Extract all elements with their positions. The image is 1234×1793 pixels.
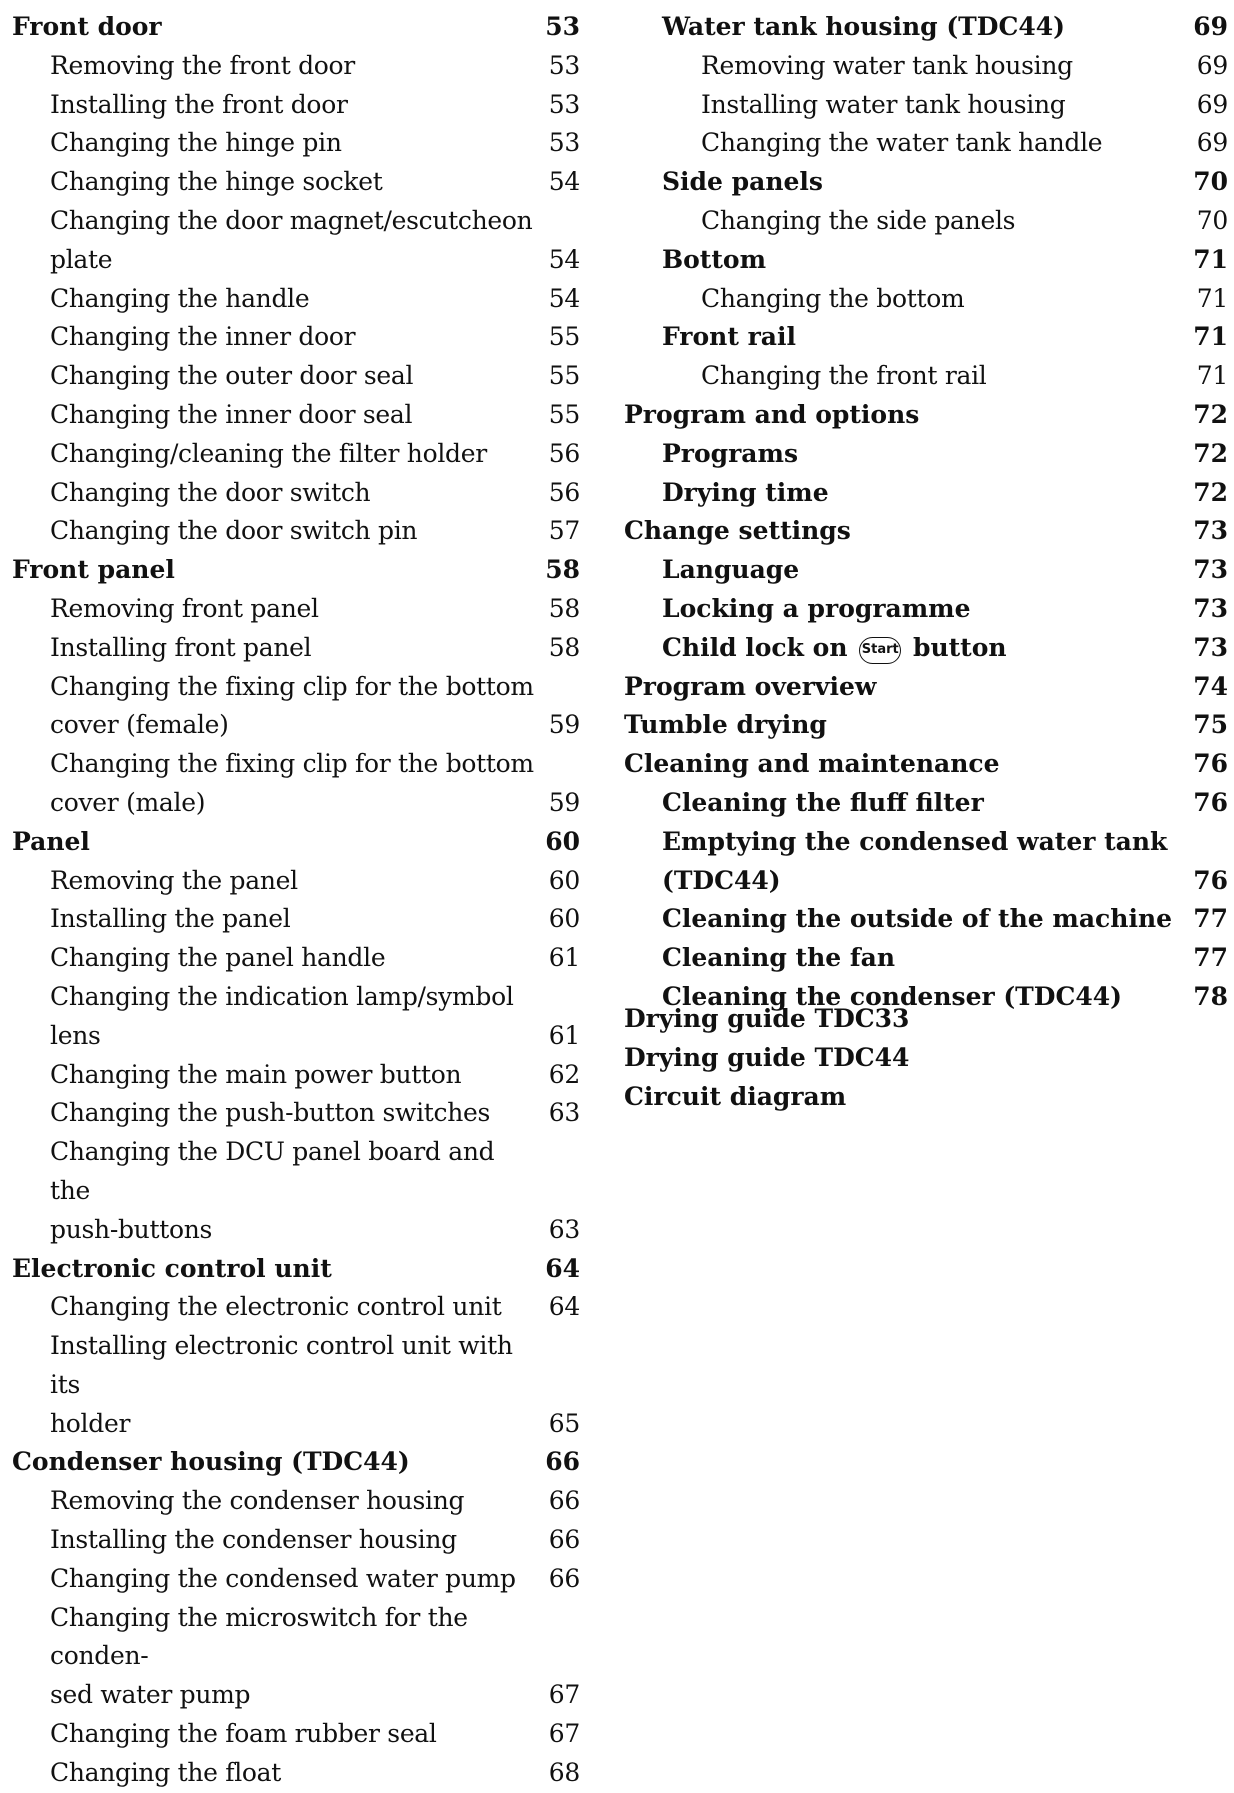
toc-subsection-entry <box>12 978 580 1017</box>
toc-page-number: 72 <box>1193 477 1228 507</box>
toc-page-number: 76 <box>1193 865 1228 895</box>
toc-section-entry <box>12 823 580 862</box>
toc-subsection-entry <box>12 1211 580 1250</box>
toc-subsection-entry <box>12 668 580 707</box>
toc-subsection-entry <box>624 47 1228 86</box>
toc-subsection-entry <box>12 1017 580 1056</box>
toc-subsection-entry <box>12 124 580 163</box>
toc-entry-title: Panel <box>12 826 90 856</box>
toc-page-number: 62 <box>548 1059 580 1089</box>
toc-entry-title: Side panels <box>662 167 823 197</box>
toc-entry-title: Cleaning and maintenance <box>624 749 1000 779</box>
toc-section-entry <box>624 512 1228 551</box>
toc-entry-title: push-buttons <box>50 1214 213 1244</box>
toc-entry-title: Installing front panel <box>50 632 312 662</box>
toc-page-number: 58 <box>548 632 580 662</box>
toc-entry-title: Drying guide TDC44 <box>624 1042 910 1072</box>
toc-subsection-entry <box>12 396 580 435</box>
toc-subsection-entry <box>12 1094 580 1133</box>
toc-subsection-entry <box>624 124 1228 163</box>
toc-page-number: 76 <box>1193 787 1228 817</box>
toc-subsection-entry <box>12 1521 580 1560</box>
toc-subsection-entry <box>624 862 1228 901</box>
toc-page-number: 71 <box>1193 322 1228 352</box>
toc-entry-title: Front door <box>12 12 162 41</box>
toc-subsection-entry <box>12 280 580 319</box>
toc-subsection-entry <box>12 1715 580 1754</box>
toc-page-number: 58 <box>545 555 580 585</box>
toc-page-number: 53 <box>545 12 580 41</box>
toc-page-number: 73 <box>1193 555 1228 585</box>
toc-page-number: 55 <box>548 399 580 429</box>
toc-entry-title: Removing the front door <box>50 50 355 80</box>
toc-page-number: 57 <box>548 516 580 546</box>
toc-subsection-entry <box>12 512 580 551</box>
toc-section-entry <box>12 8 580 47</box>
toc-subsection-entry <box>624 357 1228 396</box>
toc-subsection-entry <box>624 823 1228 862</box>
toc-entry-title: Changing the inner door seal <box>50 399 413 429</box>
toc-page-number: 77 <box>1193 943 1228 973</box>
toc-section-entry <box>12 551 580 590</box>
toc-page-number: 75 <box>1193 710 1228 740</box>
toc-page-number: 64 <box>545 1253 580 1283</box>
toc-entry-title: Installing the panel <box>50 904 291 934</box>
toc-subsection-entry <box>12 745 580 784</box>
toc-entry-title: Language <box>662 555 800 585</box>
toc-subsection-entry <box>624 900 1228 939</box>
toc-page-number: 54 <box>548 167 580 197</box>
toc-subsection-entry <box>12 1288 580 1327</box>
toc-subsection-entry <box>624 629 1228 668</box>
toc-subsection-entry <box>12 357 580 396</box>
toc-section-entry <box>624 396 1228 435</box>
toc-page-number: 66 <box>545 1447 580 1477</box>
toc-entry-title: Changing the electronic control unit <box>50 1292 502 1322</box>
toc-subsection-entry <box>624 163 1228 202</box>
toc-page-number: 74 <box>1193 671 1228 701</box>
toc-subsection-entry <box>12 1754 580 1793</box>
toc-appendix-list <box>624 1000 1224 1116</box>
toc-appendix-entry <box>624 1078 1224 1117</box>
toc-subsection-entry <box>624 8 1228 47</box>
toc-subsection-entry <box>12 47 580 86</box>
toc-page-number: 58 <box>548 593 580 623</box>
toc-page-number: 60 <box>545 826 580 856</box>
toc-entry-title: Removing the condenser housing <box>50 1486 465 1516</box>
toc-entry-title: cover (male) <box>50 787 206 817</box>
toc-section-entry <box>624 668 1228 707</box>
toc-entry-title: Changing the fixing clip for the bottom <box>50 749 534 779</box>
toc-entry-title: Cleaning the fan <box>662 943 895 973</box>
toc-subsection-entry <box>12 202 580 241</box>
toc-entry-title: Changing the float <box>50 1757 282 1787</box>
toc-entry-title: Drying guide TDC33 <box>624 1004 910 1033</box>
toc-subsection-entry <box>12 86 580 125</box>
toc-entry-title: Installing electronic control unit with its <box>50 1331 513 1399</box>
toc-page-number: 61 <box>548 1020 580 1050</box>
toc-subsection-entry <box>12 629 580 668</box>
toc-entry-title: Changing the water tank handle <box>701 128 1103 158</box>
toc-page-number: 77 <box>1193 904 1228 934</box>
toc-entry-title: Front rail <box>662 322 796 352</box>
toc-page-number: 68 <box>548 1757 580 1787</box>
toc-section-entry <box>624 745 1228 784</box>
toc-subsection-entry <box>12 1133 580 1211</box>
toc-page-number: 66 <box>548 1525 580 1555</box>
toc-subsection-entry <box>12 474 580 513</box>
toc-page-number: 70 <box>1193 167 1228 197</box>
toc-entry-title: Removing water tank housing <box>701 50 1073 80</box>
toc-page-number: 69 <box>1196 128 1228 158</box>
toc-page-number: 60 <box>548 865 580 895</box>
toc-appendix-entry <box>624 1039 1224 1078</box>
toc-page-number: 63 <box>548 1098 580 1128</box>
toc-entry-title-part: Child lock on <box>662 632 848 662</box>
toc-page-number: 65 <box>548 1408 580 1438</box>
toc-page-number: 53 <box>548 128 580 158</box>
toc-subsection-entry <box>624 474 1228 513</box>
toc-subsection-entry <box>12 435 580 474</box>
toc-page-number: 66 <box>548 1563 580 1593</box>
toc-subsection-entry <box>12 163 580 202</box>
toc-subsection-entry <box>12 784 580 823</box>
toc-page-number: 73 <box>1193 632 1228 662</box>
toc-page-number: 56 <box>548 438 580 468</box>
toc-subsection-entry <box>12 862 580 901</box>
toc-subsection-entry <box>12 1482 580 1521</box>
toc-page-number: 71 <box>1196 283 1228 313</box>
toc-entry-title: Changing the door magnet/escutcheon <box>50 205 533 235</box>
toc-entry-title: (TDC44) <box>662 865 781 895</box>
toc-subsection-entry <box>12 241 580 280</box>
toc-entry-title: Locking a programme <box>662 593 971 623</box>
toc-entry-title: Removing front panel <box>50 593 319 623</box>
toc-entry-title: Changing the hinge socket <box>50 167 383 197</box>
toc-entry-title: Electronic control unit <box>12 1253 332 1283</box>
toc-page-number: 70 <box>1196 205 1228 235</box>
toc-page-number: 73 <box>1193 593 1228 623</box>
toc-entry-title: Installing water tank housing <box>701 89 1066 119</box>
toc-subsection-entry <box>12 1405 580 1444</box>
toc-entry-title: Change settings <box>624 516 851 546</box>
toc-page-number: 69 <box>1196 89 1228 119</box>
toc-entry-title: Cleaning the condenser (TDC44) <box>662 981 1122 1011</box>
toc-entry-title: Changing the foam rubber seal <box>50 1719 437 1749</box>
toc-page-number: 69 <box>1196 50 1228 80</box>
toc-entry-title: Condenser housing (TDC44) <box>12 1447 410 1477</box>
toc-section-entry <box>12 1443 580 1482</box>
start-button-icon: Start <box>859 637 901 664</box>
toc-section-entry <box>624 706 1228 745</box>
toc-subsection-entry <box>12 1327 580 1405</box>
toc-subsection-entry <box>12 318 580 357</box>
toc-entry-title: Changing the front rail <box>701 361 987 391</box>
toc-subsection-entry <box>624 318 1228 357</box>
toc-page-number: 76 <box>1193 749 1228 779</box>
toc-entry-title: Changing the panel handle <box>50 943 386 973</box>
toc-subsection-entry <box>624 241 1228 280</box>
toc-page-number: 54 <box>548 244 580 274</box>
toc-entry-title <box>624 629 1193 668</box>
toc-page-number: 71 <box>1193 244 1228 274</box>
toc-entry-title: Bottom <box>662 244 767 274</box>
toc-subsection-entry <box>12 1560 580 1599</box>
toc-entry-title: Changing the push-button switches <box>50 1098 491 1128</box>
toc-left-column <box>12 8 580 1793</box>
toc-entry-title: Installing the front door <box>50 89 348 119</box>
toc-section-entry <box>12 1250 580 1289</box>
toc-entry-title: Changing the door switch pin <box>50 516 418 546</box>
toc-entry-title: sed water pump <box>50 1680 251 1710</box>
toc-entry-title: Tumble drying <box>624 710 827 740</box>
toc-subsection-entry <box>624 86 1228 125</box>
toc-entry-title: plate <box>50 244 113 274</box>
toc-page-number: 64 <box>548 1292 580 1322</box>
toc-entry-title-part: button <box>912 632 1007 662</box>
toc-entry-title: Water tank housing (TDC44) <box>662 12 1065 41</box>
toc-subsection-entry <box>12 706 580 745</box>
toc-entry-title: holder <box>50 1408 131 1438</box>
toc-subsection-entry <box>624 435 1228 474</box>
toc-page-number: 55 <box>548 322 580 352</box>
toc-entry-title: Changing the fixing clip for the bottom <box>50 671 534 701</box>
toc-entry-title: Programs <box>662 438 799 468</box>
toc-entry-title: Cleaning the fluff filter <box>662 787 984 817</box>
toc-page-number: 78 <box>1193 981 1228 1011</box>
toc-page-number: 56 <box>548 477 580 507</box>
toc-entry-title: Changing the side panels <box>701 205 1016 235</box>
toc-entry-title: Emptying the condensed water tank <box>662 826 1168 856</box>
toc-subsection-entry <box>624 939 1228 978</box>
toc-entry-title: Changing the DCU panel board and the <box>50 1137 495 1205</box>
toc-entry-title: Changing the indication lamp/symbol <box>50 981 514 1011</box>
toc-page-number: 73 <box>1193 516 1228 546</box>
toc-entry-title: cover (female) <box>50 710 229 740</box>
toc-page-number: 59 <box>548 787 580 817</box>
toc-entry-title: Changing the handle <box>50 283 310 313</box>
toc-right-column <box>624 8 1228 1017</box>
toc-entry-title: Front panel <box>12 555 175 585</box>
toc-entry-title: Changing the condensed water pump <box>50 1563 516 1593</box>
toc-subsection-entry <box>12 1056 580 1095</box>
toc-page-number: 61 <box>548 943 580 973</box>
toc-subsection-entry <box>12 1676 580 1715</box>
toc-entry-title: lens <box>50 1020 101 1050</box>
toc-page-number: 53 <box>548 89 580 119</box>
toc-subsection-entry <box>12 900 580 939</box>
toc-entry-title: Installing the condenser housing <box>50 1525 457 1555</box>
toc-entry-title: Changing/cleaning the filter holder <box>50 438 487 468</box>
toc-subsection-entry <box>624 202 1228 241</box>
toc-entry-title: Program and options <box>624 399 920 429</box>
toc-subsection-entry <box>12 939 580 978</box>
toc-page-number: 54 <box>548 283 580 313</box>
toc-page-number: 72 <box>1193 399 1228 429</box>
toc-entry-title: Changing the inner door <box>50 322 356 352</box>
toc-entry-title: Changing the door switch <box>50 477 371 507</box>
toc-subsection-entry <box>12 1599 580 1677</box>
toc-entry-title: Changing the main power button <box>50 1059 462 1089</box>
toc-entry-title: Changing the bottom <box>701 283 965 313</box>
toc-subsection-entry <box>624 590 1228 629</box>
toc-page-number: 69 <box>1193 12 1228 41</box>
toc-page-number: 67 <box>548 1680 580 1710</box>
toc-subsection-entry <box>624 551 1228 590</box>
toc-subsection-entry <box>624 280 1228 319</box>
toc-subsection-entry <box>12 590 580 629</box>
toc-entry-title: Circuit diagram <box>624 1081 847 1111</box>
toc-entry-title: Changing the microswitch for the conden- <box>50 1602 468 1671</box>
toc-entry-title: Cleaning the outside of the machine <box>662 904 1173 934</box>
toc-appendix-entry <box>624 1000 1224 1039</box>
toc-page-number: 67 <box>548 1719 580 1749</box>
toc-page-number: 55 <box>548 361 580 391</box>
toc-page-number: 72 <box>1193 438 1228 468</box>
toc-entry-title: Changing the outer door seal <box>50 361 414 391</box>
toc-entry-title: Program overview <box>624 671 877 701</box>
toc-page-number: 63 <box>548 1214 580 1244</box>
toc-entry-title: Removing the panel <box>50 865 298 895</box>
toc-page-number: 66 <box>548 1486 580 1516</box>
toc-page-number: 71 <box>1196 361 1228 391</box>
toc-page-number: 53 <box>548 50 580 80</box>
toc-subsection-entry <box>624 784 1228 823</box>
toc-page-number: 59 <box>548 710 580 740</box>
toc-page-number: 60 <box>548 904 580 934</box>
toc-entry-title: Drying time <box>662 477 829 507</box>
toc-entry-title: Changing the hinge pin <box>50 128 342 158</box>
